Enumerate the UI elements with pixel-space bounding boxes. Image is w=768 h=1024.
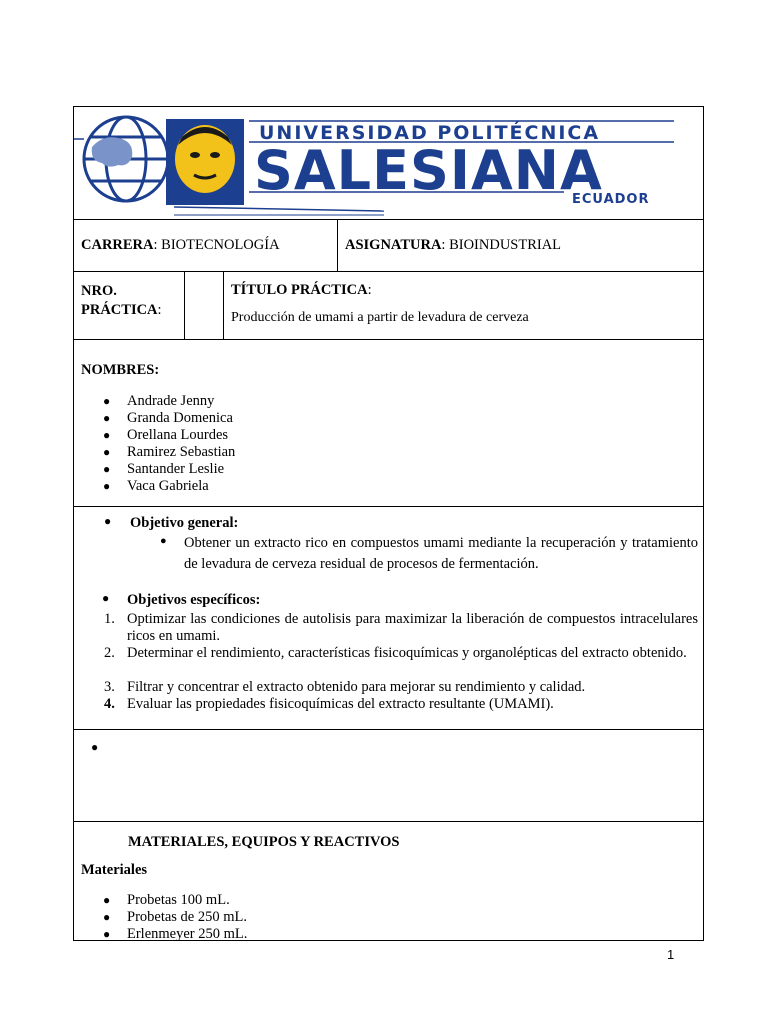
objetivos-especificos-label: Objetivos específicos: [127, 592, 261, 608]
carrera-value: : BIOTECNOLOGÍA [153, 237, 280, 253]
materiales-section-title: MATERIALES, EQUIPOS Y REACTIVOS [128, 834, 400, 850]
list-number: 2. [104, 645, 115, 661]
objetivos-row [74, 507, 703, 730]
carrera-row [74, 220, 703, 272]
list-item: ● Orellana Lourdes [103, 427, 229, 443]
nombres-label: NOMBRES: [81, 362, 160, 378]
list-item: ● Ramirez Sebastian [103, 444, 236, 460]
list-number: 4. [104, 696, 115, 712]
list-number: 1. [104, 611, 115, 627]
asignatura-label: ASIGNATURA [345, 237, 442, 253]
page-number: 1 [667, 947, 675, 962]
founder-portrait-icon [166, 119, 244, 205]
list-number: 3. [104, 679, 115, 695]
nro-label-line1: NRO. [81, 283, 117, 299]
logo-main-text: SALESIANA [254, 139, 603, 202]
titulo-value: Producción de umami a partir de levadura de cerveza [231, 310, 529, 325]
objetivo-especifico-1: Optimizar las condiciones de autolisis para maximizar la liberación de compuestos intracelulares ricos en umami. [127, 611, 698, 644]
nro-colon: : [157, 302, 162, 318]
carrera-label: CARRERA [81, 237, 154, 253]
bullet-icon: ● [91, 740, 99, 754]
materiales-list [81, 892, 247, 943]
list-item: ● Probetas 100 mL. [103, 892, 230, 908]
list-item: ● Probetas de 250 mL. [103, 909, 248, 925]
bullet-icon: ● [102, 591, 110, 605]
globe-icon [84, 117, 168, 201]
objetivo-especifico-2: Determinar el rendimiento, características fisicoquímicas y organolépticas del extracto obtenido. [127, 645, 687, 661]
asignatura-value: : BIOINDUSTRIAL [441, 237, 562, 253]
list-item: ● Andrade Jenny [103, 393, 215, 409]
logo-top-text: UNIVERSIDAD POLITÉCNICA [259, 122, 601, 144]
asignatura-cell [345, 237, 561, 254]
carrera-cell [81, 237, 280, 254]
practica-row [74, 272, 703, 340]
list-item: ● Granda Domenica [103, 410, 233, 426]
objetivo-general-text: Obtener un extracto rico en compuestos umami mediante la recuperación y tratamiento de levadura de cerveza residual de procesos de fermentación. [184, 535, 698, 572]
objetivo-general-label: Objetivo general: [130, 515, 239, 531]
materiales-row [74, 822, 703, 940]
list-item: ● Santander Leslie [103, 461, 225, 477]
nro-practica-label [81, 282, 162, 320]
titulo-colon: : [367, 282, 372, 298]
nombres-row [74, 340, 703, 507]
bullet-icon: ● [160, 535, 167, 547]
empty-bullet-row [74, 730, 703, 822]
objetivo-especifico-4: Evaluar las propiedades fisicoquímicas del extracto resultante (UMAMI). [127, 696, 554, 712]
nro-label-line2: PRÁCTICA [81, 302, 158, 318]
bullet-icon: ● [104, 514, 112, 528]
materiales-subtitle: Materiales [81, 862, 148, 878]
titulo-label-cell [231, 282, 372, 299]
list-item: ● Vaca Gabriela [103, 478, 209, 494]
list-item: ● Erlenmeyer 250 mL. [103, 926, 248, 942]
nombres-list [81, 393, 235, 495]
objetivo-especifico-3: Filtrar y concentrar el extracto obtenido para mejorar su rendimiento y calidad. [127, 679, 586, 695]
university-logo [74, 107, 703, 220]
titulo-label: TÍTULO PRÁCTICA [231, 282, 368, 298]
document-table [73, 106, 704, 941]
logo-row [74, 107, 703, 220]
logo-country-text: ECUADOR [572, 192, 650, 207]
